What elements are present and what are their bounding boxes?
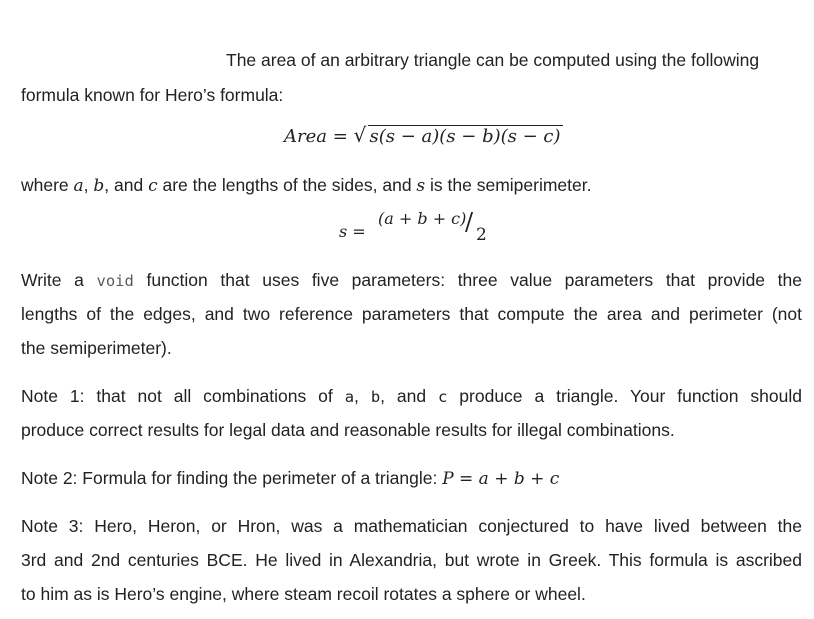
var-s: s [416, 176, 426, 196]
note1-line-1 [21, 379, 802, 414]
task-line-1-post: function that uses five parameters: three value parameters that provide the [133, 270, 802, 290]
var-b: b [93, 176, 105, 196]
square-root [353, 123, 563, 147]
perimeter-formula: P = a + b + c [442, 469, 560, 489]
note1-sep-2: , and [380, 386, 439, 406]
note1-line-2: produce correct results for legal data and reasonable results for illegal combinations. [21, 420, 675, 440]
where-sep-2: , and [104, 175, 149, 195]
task-line-2: lengths of the edges, and two reference parameters that compute the area and perimeter (not [21, 304, 802, 324]
intro-line-1: The area of an arbitrary triangle can be computed using the following [226, 50, 760, 70]
radical-sign-icon: √ [353, 123, 367, 147]
var-a: a [73, 176, 84, 196]
note2-line [21, 461, 802, 496]
s-formula-lhs: s = [339, 222, 366, 241]
note1-post: produce a triangle. Your function should [447, 386, 802, 406]
s-formula-numerator: (a + b + c) [378, 209, 467, 228]
intro-line-2: formula known for Hero’s formula: [21, 85, 284, 105]
s-formula-slash: / [465, 208, 474, 236]
note3-line-1: Note 3: Hero, Heron, or Hron, was a mathematician conjectured to have lived between the [21, 516, 802, 536]
where-middle: are the lengths of the sides, and [157, 175, 417, 195]
note1-pre: Note 1: that not all combinations of [21, 386, 345, 406]
note1-var-b: b [370, 388, 381, 406]
note1-var-c: c [438, 388, 448, 406]
where-sep-1: , [83, 175, 94, 195]
document-body [21, 0, 802, 619]
note2-text: Note 2: Formula for finding the perimeter of a triangle: [21, 468, 443, 488]
task-line-1 [21, 263, 802, 298]
area-formula-radicand: s(s − a)(s − b)(s − c) [369, 126, 561, 147]
note1-var-a: a [344, 388, 355, 406]
where-prefix: where [21, 175, 74, 195]
void-keyword: void [96, 272, 134, 290]
s-formula-denominator: 2 [476, 225, 487, 245]
var-c: c [148, 176, 158, 196]
where-suffix: is the semiperimeter. [425, 175, 592, 195]
area-formula [284, 123, 563, 147]
where-line [21, 168, 802, 203]
area-formula-lhs: Area = [284, 126, 348, 147]
note1-sep-1: , [354, 386, 371, 406]
task-line-1-pre: Write a [21, 270, 97, 290]
note3-line-2: 3rd and 2nd centuries BCE. He lived in Alexandria, but wrote in Greek. This formula is ascribed [21, 550, 802, 570]
task-line-3: the semiperimeter). [21, 338, 172, 358]
note3-line-3: to him as is Hero’s engine, where steam recoil rotates a sphere or wheel. [21, 584, 586, 604]
